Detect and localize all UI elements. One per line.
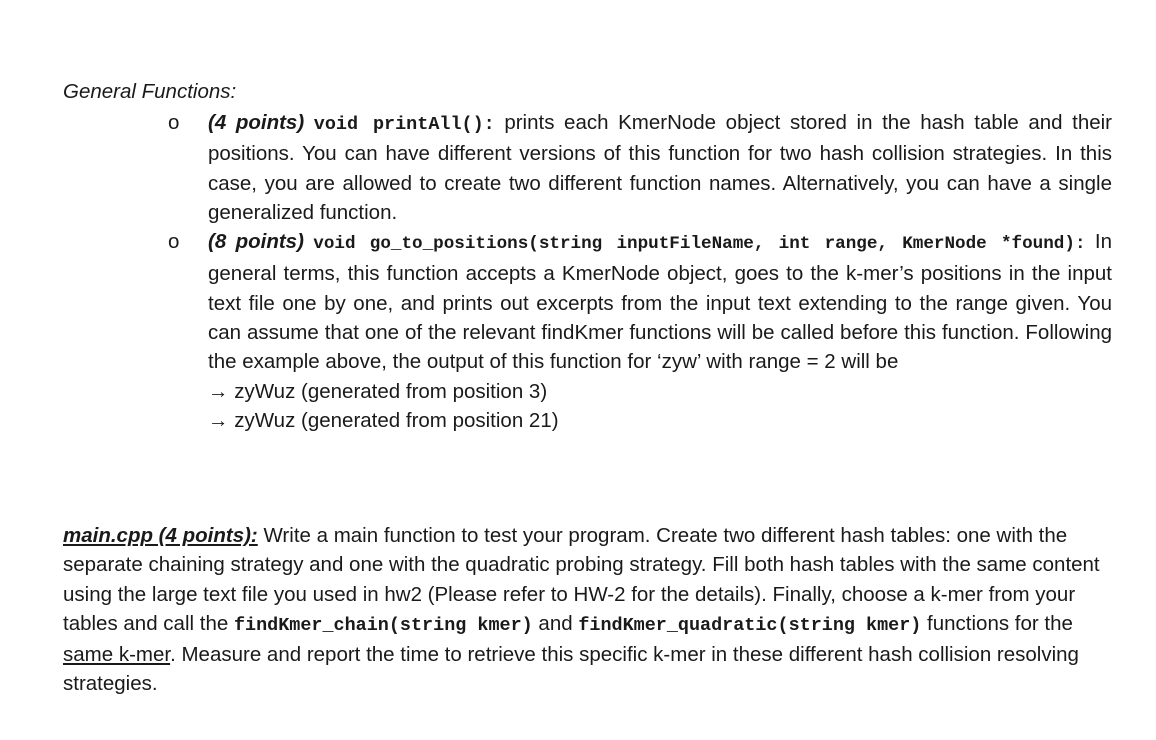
main-text-1: Write a main function to test your program. Create two different hash tables: one with the separate chaining strategy and one with the quadratic probing strategy. Fill both hash tables with the same content using the large text file you used in hw2 (Please refer to HW-2 for the details). Finally, choose a k-mer from your tables and call the bbox=[63, 524, 1100, 635]
main-text-3: . Measure and report the time to retrieve this specific k-mer in these different hash collision resolving strategies. bbox=[63, 643, 1079, 696]
section-heading: General Functions: bbox=[63, 80, 237, 103]
points-label: (4 points) bbox=[208, 111, 305, 134]
output-example-1: → zyWuz (generated from position 3) bbox=[208, 379, 548, 403]
item-description: prints each KmerNode object stored in the hash table and their positions. You can have different versions of this function for two hash collision strategies. In this case, you are allowed to create two different function names. Alternatively, you can have a single generalized function. bbox=[208, 111, 1112, 224]
main-section-title: main.cpp (4 points): bbox=[63, 524, 258, 547]
main-text-2: functions for the bbox=[927, 611, 1073, 635]
list-item-print-all bbox=[168, 108, 1112, 227]
bullet-marker: o bbox=[168, 111, 180, 134]
bullet-marker: o bbox=[168, 230, 180, 254]
points-label: (8 points) bbox=[208, 230, 304, 254]
code-find-chain: findKmer_chain(string kmer) bbox=[233, 614, 533, 636]
main-cpp-section bbox=[63, 521, 1115, 699]
function-list bbox=[168, 108, 1112, 435]
item-body bbox=[208, 108, 1112, 227]
underlined-same-kmer: same k-mer bbox=[63, 643, 171, 667]
main-text-and: and bbox=[538, 611, 573, 635]
item-body bbox=[208, 227, 1112, 435]
list-item-go-to-positions bbox=[168, 227, 1112, 435]
function-signature: void go_to_positions(string inputFileName, int range, KmerNode *found): bbox=[313, 234, 1086, 255]
item-description: In general terms, this function accepts a KmerNode object, goes to the k-mer’s positions in the input text file one by one, and prints out excerpts from the input text extending to the range given. You can assume that one of the relevant findKmer functions will be called before this function. Following the example above, the output of this function for ‘zyw’ with range = 2 will be bbox=[208, 230, 1112, 374]
code-find-quadratic: findKmer_quadratic(string kmer) bbox=[578, 614, 922, 636]
output-example-2: → zyWuz (generated from position 21) bbox=[208, 408, 559, 432]
function-signature: void printAll(): bbox=[313, 114, 495, 135]
